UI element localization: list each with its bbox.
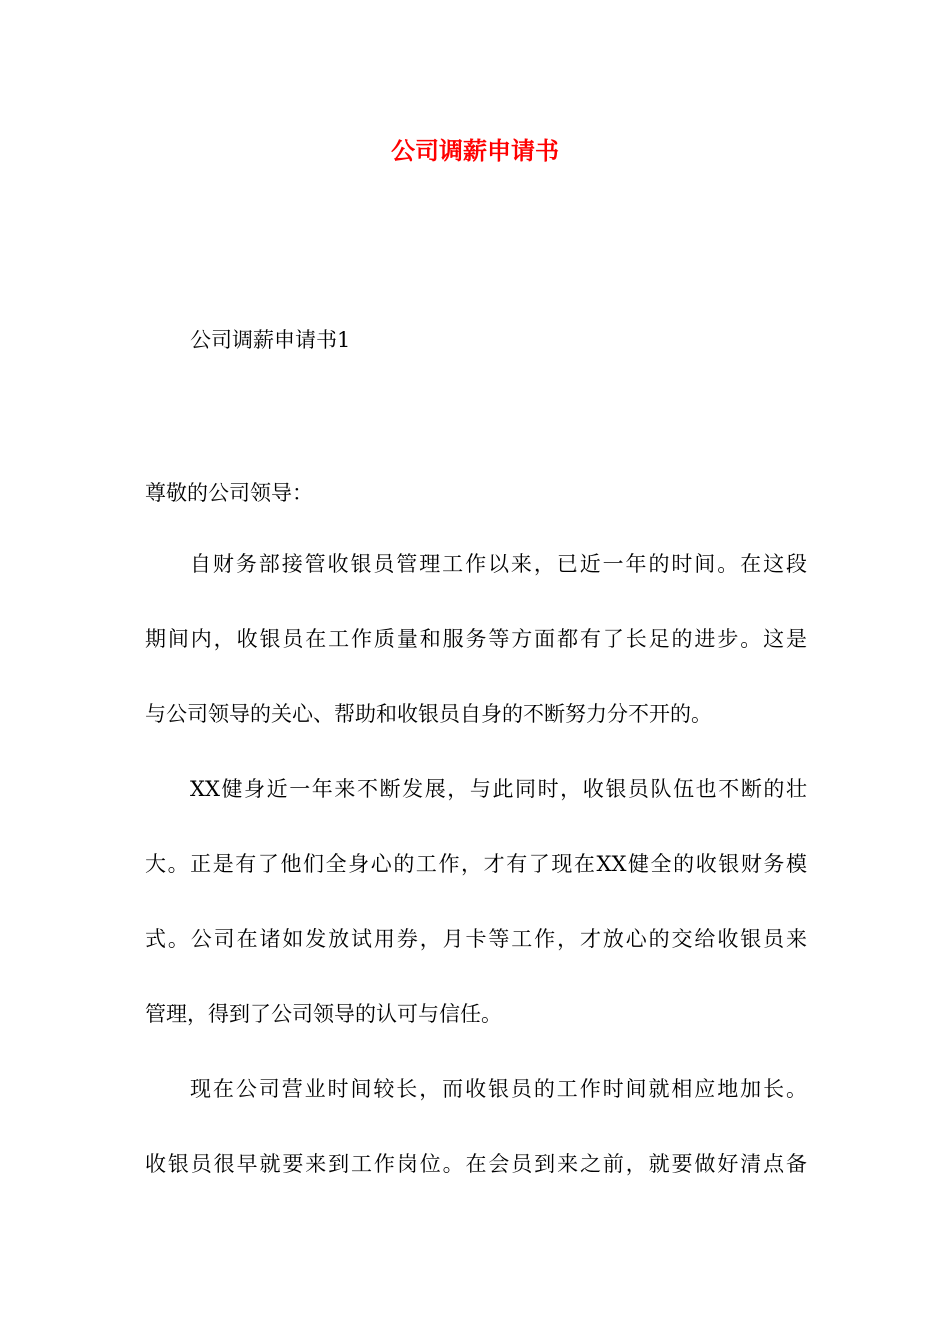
- paragraph-line: 现在公司营业时间较长，而收银员的工作时间就相应地加长。: [190, 1077, 807, 1101]
- paragraph-line: 式。公司在诸如发放试用券，月卡等工作，才放心的交给收银员来: [145, 927, 807, 951]
- paragraph-line: 大。正是有了他们全身心的工作，才有了现在XX健全的收银财务模: [145, 852, 807, 876]
- paragraph-line: 收银员很早就要来到工作岗位。在会员到来之前，就要做好清点备: [145, 1152, 807, 1176]
- document-title: 公司调薪申请书: [391, 137, 559, 165]
- paragraph-line: 与公司领导的关心、帮助和收银员自身的不断努力分不开的。: [145, 702, 712, 726]
- section-heading: 公司调薪申请书1: [190, 328, 351, 352]
- paragraph-line: 期间内，收银员在工作质量和服务等方面都有了长足的进步。这是: [145, 627, 807, 651]
- paragraph-line: 管理，得到了公司领导的认可与信任。: [145, 1002, 502, 1026]
- salutation: 尊敬的公司领导：: [145, 481, 313, 505]
- paragraph-line: XX健身近一年来不断发展，与此同时，收银员队伍也不断的壮: [190, 777, 807, 801]
- paragraph-line: 自财务部接管收银员管理工作以来，已近一年的时间。在这段: [190, 552, 807, 576]
